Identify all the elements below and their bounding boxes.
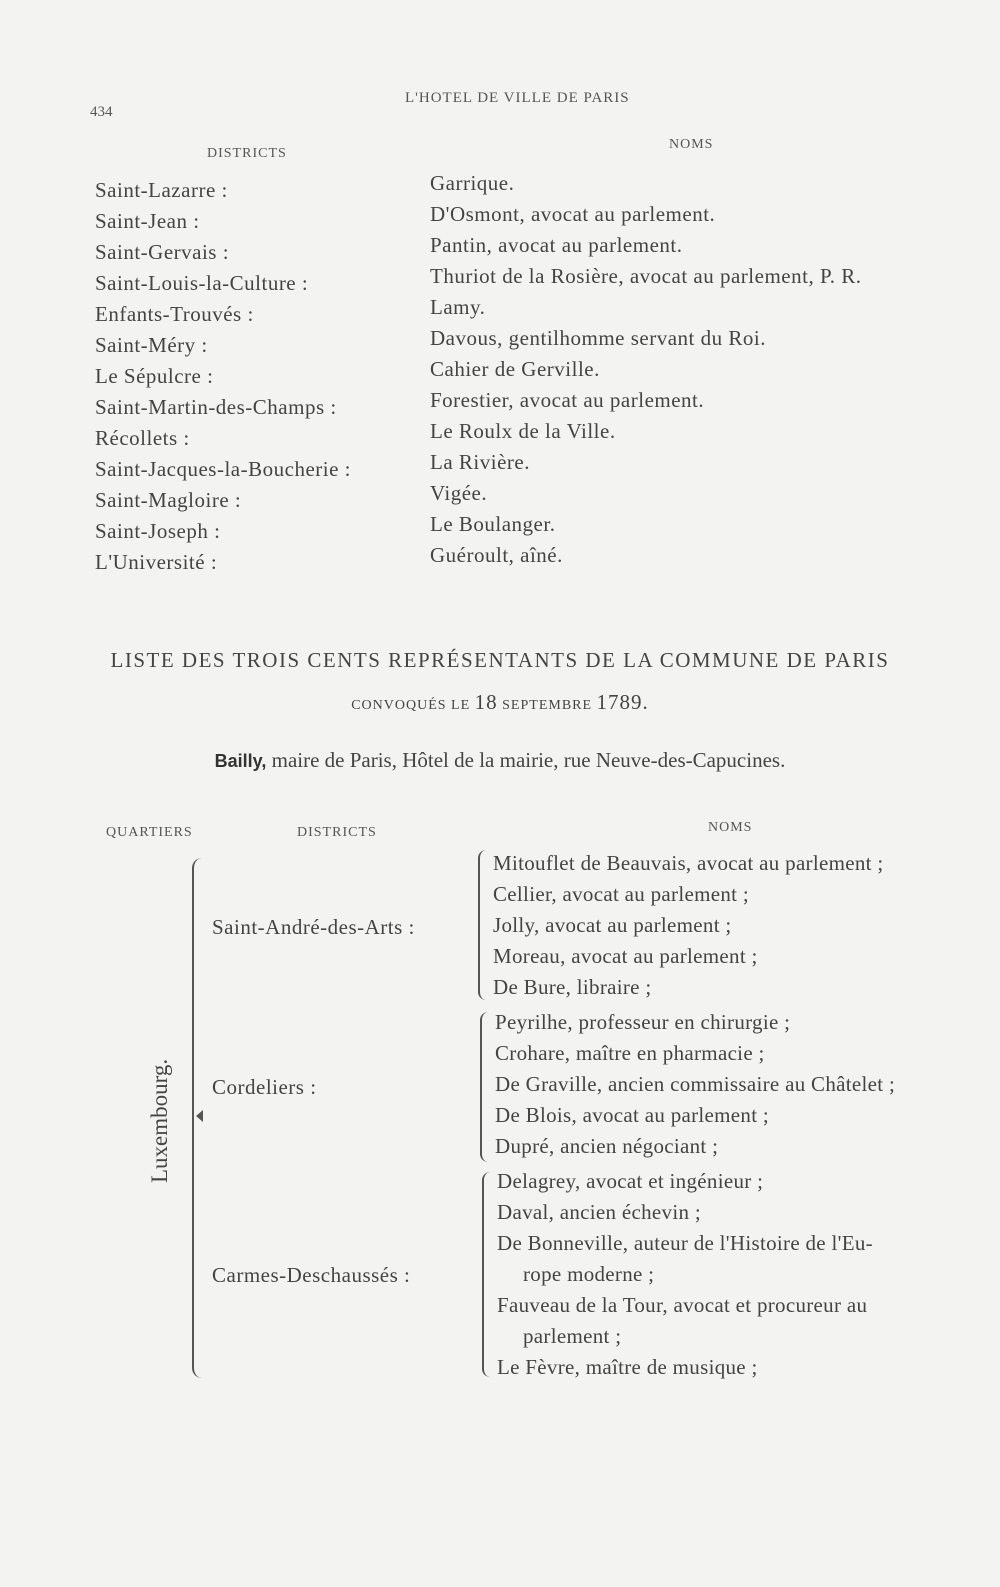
district-item: Saint-Martin-des-Champs : [95, 395, 337, 419]
section-subtitle [0, 690, 1000, 715]
district-item: Enfants-Trouvés : [95, 302, 254, 326]
subtitle-year: 1789. [596, 690, 649, 714]
nom-item: La Rivière. [430, 450, 530, 474]
name-entry: De Blois, avocat au parlement ; [495, 1103, 770, 1127]
district-item: Saint-Lazarre : [95, 178, 228, 202]
mayor-description: maire de Paris, Hôtel de la mairie, rue Neuve-des-Capucines. [266, 748, 786, 772]
name-entry-continuation: rope moderne ; [523, 1262, 655, 1286]
nom-item: Forestier, avocat au parlement. [430, 388, 705, 412]
district-item: Saint-Méry : [95, 333, 208, 357]
names-list-group-3 [497, 1166, 873, 1383]
name-entry: Dupré, ancien négociant ; [495, 1134, 719, 1158]
nom-item: Pantin, avocat au parlement. [430, 233, 683, 257]
nom-item: Cahier de Gerville. [430, 357, 600, 381]
page-number: 434 [90, 104, 113, 120]
district-item: Saint-Joseph : [95, 519, 221, 543]
top-noms-list [430, 168, 862, 571]
district-item: Le Sépulcre : [95, 364, 214, 388]
nom-item: Vigée. [430, 481, 488, 505]
nom-item: Le Roulx de la Ville. [430, 419, 616, 443]
nom-item: Garrique. [430, 171, 515, 195]
name-entry: Fauveau de la Tour, avocat et procureur au [497, 1293, 868, 1317]
quartier-brace-tip [196, 1110, 203, 1122]
nom-item: Guéroult, aîné. [430, 543, 563, 567]
district-item: Saint-Gervais : [95, 240, 230, 264]
name-entry: Le Fèvre, maître de musique ; [497, 1355, 758, 1379]
district-item: Saint-Jacques-la-Boucherie : [95, 457, 351, 481]
district-item: Saint-Louis-la-Culture : [95, 271, 309, 295]
group-brace [480, 1012, 490, 1162]
col-header-noms: NOMS [669, 137, 714, 152]
mayor-line [0, 748, 1000, 773]
quartier-label: Luxembourg. [147, 1058, 172, 1183]
running-head: L'HOTEL DE VILLE DE PARIS [405, 90, 630, 106]
district-label: Saint-André-des-Arts : [212, 915, 415, 939]
group-brace [478, 850, 488, 1000]
nom-item: Le Boulanger. [430, 512, 556, 536]
name-entry: Moreau, avocat au parlement ; [493, 944, 758, 968]
name-entry: Delagrey, avocat et ingénieur ; [497, 1169, 764, 1193]
subtitle-day: 18 [474, 690, 498, 714]
col-header-districts: DISTRICTS [207, 146, 287, 161]
name-entry: Cellier, avocat au parlement ; [493, 882, 749, 906]
name-entry: De Graville, ancien commissaire au Châtelet ; [495, 1072, 896, 1096]
name-entry: Daval, ancien échevin ; [497, 1200, 701, 1224]
subtitle-pre: CONVOQUÉS LE [351, 698, 471, 713]
section-title: LISTE DES TROIS CENTS REPRÉSENTANTS DE LA COMMUNE DE PARIS [110, 648, 890, 672]
nom-item: Lamy. [430, 295, 486, 319]
name-entry: Mitouflet de Beauvais, avocat au parlement ; [493, 851, 884, 875]
nom-item: Davous, gentilhomme servant du Roi. [430, 326, 766, 350]
district-label: Carmes-Deschaussés : [212, 1263, 411, 1287]
names-list-group-2 [495, 1007, 895, 1162]
names-list-group-1 [493, 848, 883, 1003]
district-item: Récollets : [95, 426, 190, 450]
group-brace [482, 1172, 492, 1377]
nom-item: D'Osmont, avocat au parlement. [430, 202, 716, 226]
name-entry: De Bure, libraire ; [493, 975, 652, 999]
col-header-quartiers: QUARTIERS [106, 825, 193, 840]
name-entry: Crohare, maître en pharmacie ; [495, 1041, 765, 1065]
name-entry: Jolly, avocat au parlement ; [493, 913, 732, 937]
district-label: Cordeliers : [212, 1075, 317, 1099]
top-districts-list [95, 175, 351, 578]
col-header-districts-2: DISTRICTS [297, 825, 377, 840]
col-header-noms-2: NOMS [708, 820, 753, 835]
district-item: Saint-Magloire : [95, 488, 242, 512]
nom-item: Thuriot de la Rosière, avocat au parlement, P. R. [430, 264, 862, 288]
mayor-name: Bailly, [214, 751, 267, 771]
district-item: L'Université : [95, 550, 218, 574]
name-entry: Peyrilhe, professeur en chirurgie ; [495, 1010, 791, 1034]
name-entry-continuation: parlement ; [523, 1324, 622, 1348]
name-entry: De Bonneville, auteur de l'Histoire de l'Eu- [497, 1231, 873, 1255]
subtitle-month: SEPTEMBRE [502, 698, 593, 713]
district-item: Saint-Jean : [95, 209, 200, 233]
